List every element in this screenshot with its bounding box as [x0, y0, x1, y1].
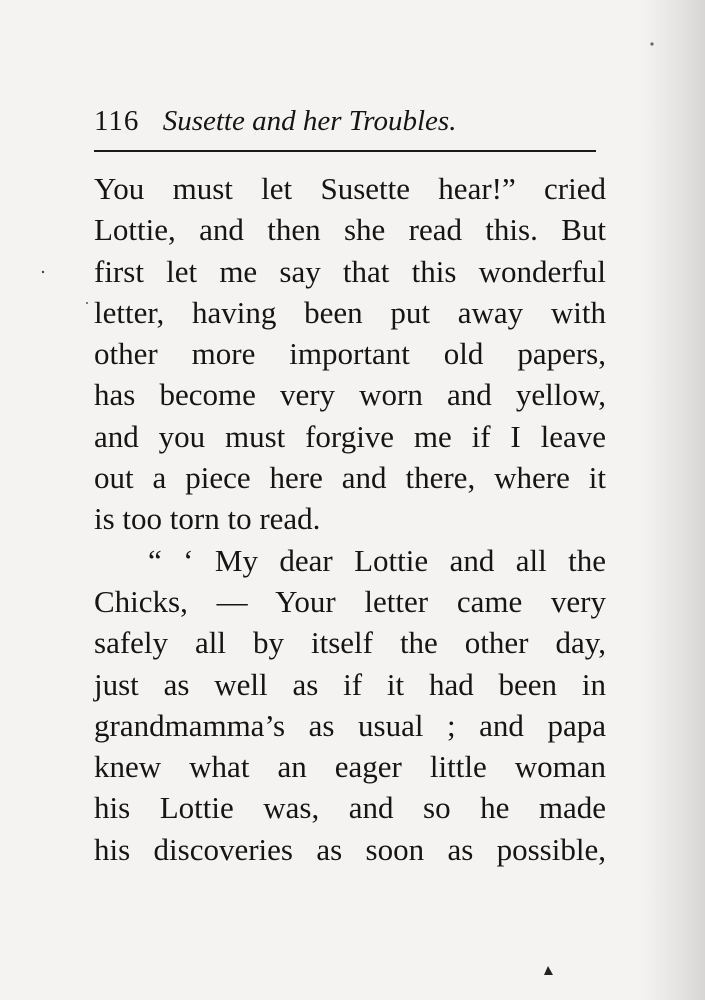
- body-text: [94, 168, 606, 870]
- text-line: out a piece here and there, where it: [94, 460, 606, 496]
- text-line: his discoveries as soon as possible,: [94, 831, 606, 867]
- text-line: first let me say that this wonderful: [94, 253, 606, 289]
- text-line: has become very worn and yellow,: [94, 377, 606, 413]
- text-line: letter, having been put away with: [94, 294, 606, 330]
- text-line: You must let Susette hear!” cried: [94, 171, 606, 206]
- text-line: safely all by itself the other day,: [94, 625, 606, 661]
- running-title: Susette and her Troubles.: [162, 105, 457, 137]
- header-rule: [94, 150, 596, 152]
- text-line-paragraph-end: is too torn to read.: [94, 501, 321, 537]
- speck-mark: [650, 42, 653, 45]
- text-line-paragraph-start: “ ‘ My dear Lottie and all the: [148, 542, 606, 578]
- text-line: just as well as if it had been in: [94, 666, 606, 702]
- speck-mark: [544, 966, 553, 975]
- text-line: grandmamma’s as usual ; and papa: [94, 707, 606, 743]
- text-line: Chicks, — Your letter came very: [94, 583, 606, 619]
- text-line: his Lottie was, and so he made: [94, 790, 606, 826]
- page-number: 116: [94, 105, 140, 137]
- text-line: Lottie, and then she read this. But: [94, 212, 606, 248]
- text-line: and you must forgive me if I leave: [94, 418, 606, 454]
- speck-mark: [86, 302, 88, 304]
- running-head: [94, 101, 594, 141]
- text-line: knew what an eager little woman: [94, 749, 606, 785]
- speck-mark: [42, 271, 44, 273]
- text-line: other more important old papers,: [94, 336, 606, 372]
